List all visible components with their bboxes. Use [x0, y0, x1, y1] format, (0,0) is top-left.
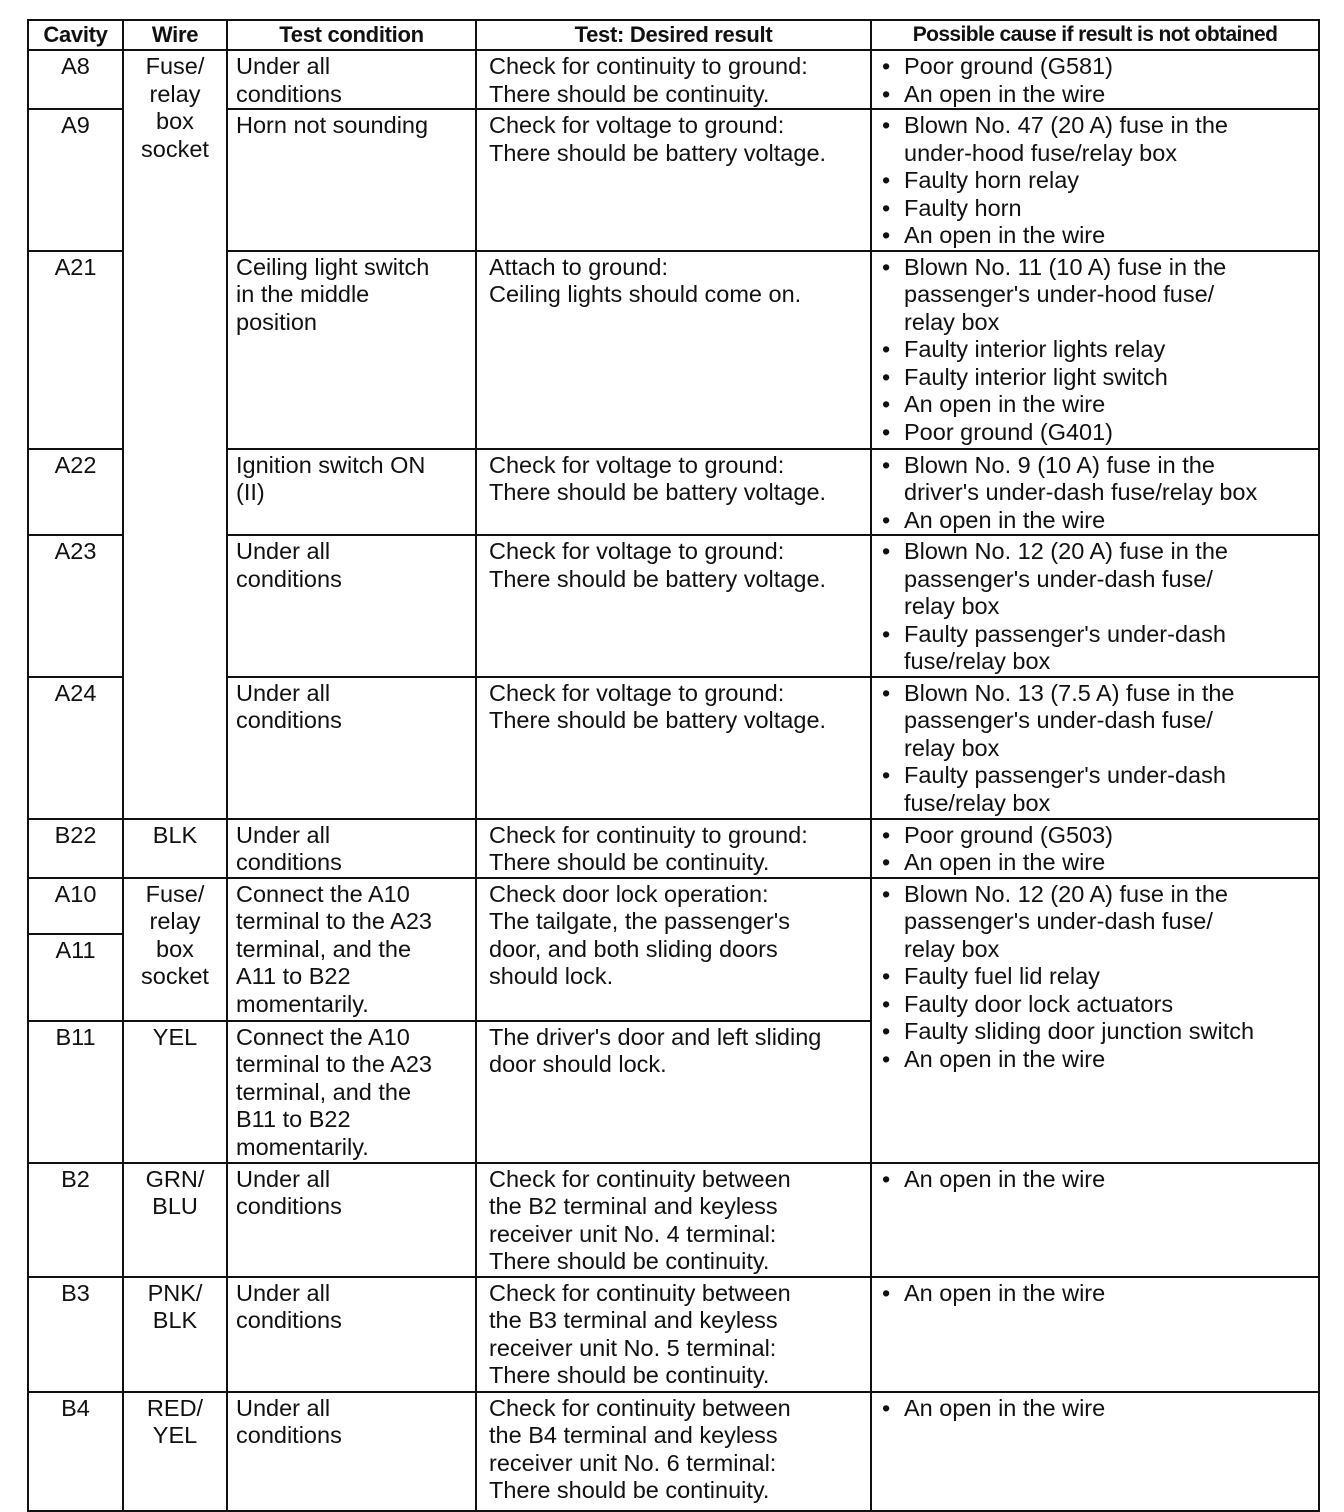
cause-cell: [871, 1277, 1319, 1392]
cause-text: driver's under-dash fuse/relay box: [904, 479, 1258, 505]
cause-cell: [871, 449, 1319, 536]
cause-cell: [871, 1392, 1319, 1511]
condition-cell: [227, 251, 476, 449]
cause-cell: [871, 878, 1319, 1163]
condition-text: Ceiling light switch: [236, 253, 430, 280]
cause-text: passenger's under-dash fuse/: [904, 707, 1213, 733]
test-table: [27, 19, 1320, 1512]
cause-list-item: [878, 507, 1314, 535]
cause-cell: [871, 1163, 1319, 1277]
result-cell: [476, 109, 871, 251]
result-text: Check for continuity between: [489, 1279, 791, 1306]
cause-text: passenger's under-dash fuse/: [904, 908, 1213, 934]
cavity-label: A11: [55, 936, 96, 963]
cause-text: • An open in the wire: [904, 849, 1106, 875]
result-text: Attach to ground:: [489, 253, 668, 280]
result-text: There should be battery voltage.: [489, 707, 827, 733]
condition-text: in the middle: [236, 281, 370, 307]
condition-text: (II): [236, 479, 265, 505]
cause-list-item: [878, 391, 1314, 419]
cause-text: • An open in the wire: [904, 80, 1106, 107]
table-row: [28, 1392, 1319, 1511]
condition-cell: [227, 1392, 476, 1511]
cause-text: • Blown No. 47 (20 A) fuse in the: [904, 112, 1228, 138]
cause-text: • Faulty interior light switch: [904, 363, 1168, 390]
result-cell: [476, 1392, 871, 1511]
cause-text: relay box: [904, 308, 1000, 335]
result-text: the B4 terminal and keyless: [489, 1422, 778, 1448]
result-text: Check for continuity to ground:: [489, 821, 808, 848]
result-text: There should be battery voltage.: [489, 139, 827, 166]
wire-cell: [123, 878, 227, 1021]
header-wire: Wire: [123, 20, 227, 50]
cause-text: fuse/relay box: [904, 648, 1051, 674]
cause-list-item: [878, 1395, 1314, 1423]
cause-list-item: [878, 364, 1314, 392]
cause-text: • Faulty interior lights relay: [904, 336, 1166, 362]
cause-list-item: [878, 1280, 1314, 1308]
condition-text: conditions: [236, 565, 342, 592]
cause-list-item: [878, 963, 1314, 991]
cause-list-item: [878, 452, 1314, 507]
condition-text: terminal to the A23: [236, 1051, 432, 1077]
cause-list-item: [878, 881, 1314, 964]
condition-text: Under all: [236, 679, 331, 706]
cavity-cell: [28, 535, 123, 677]
condition-text: Under all: [236, 1394, 331, 1421]
table-row: [28, 878, 1319, 934]
cavity-cell: [28, 1277, 123, 1392]
condition-text: momentarily.: [236, 990, 369, 1017]
result-text: the B3 terminal and keyless: [489, 1307, 778, 1333]
wire-cell: [123, 1392, 227, 1511]
result-text: Check for voltage to ground:: [489, 538, 785, 564]
cause-list-item: [878, 419, 1314, 447]
condition-text: conditions: [236, 1307, 342, 1333]
wire-cell: [123, 819, 227, 878]
cause-list-item: [878, 195, 1314, 223]
header-cavity: Cavity: [28, 20, 123, 50]
wire-cell: [123, 1163, 227, 1277]
cavity-label: B2: [61, 1165, 90, 1192]
result-text: the B2 terminal and keyless: [489, 1193, 778, 1219]
condition-text: conditions: [236, 849, 342, 875]
wire-text: socket: [141, 963, 209, 989]
cavity-label: A24: [54, 679, 97, 706]
condition-text: B11 to B22: [236, 1106, 351, 1132]
cause-cell: [871, 50, 1319, 109]
result-text: The driver's door and left sliding: [489, 1023, 822, 1050]
condition-cell: [227, 878, 476, 1021]
cause-text: • An open in the wire: [904, 1045, 1106, 1072]
cause-cell: [871, 109, 1319, 251]
condition-text: conditions: [236, 80, 342, 107]
cavity-label: B3: [61, 1279, 90, 1306]
cause-text: • Blown No. 9 (10 A) fuse in the: [904, 451, 1215, 478]
condition-text: Connect the A10: [236, 1023, 410, 1050]
wire-text: YEL: [152, 1422, 198, 1448]
cause-list-item: [878, 254, 1314, 337]
cause-text: • Faulty door lock actuators: [904, 990, 1174, 1017]
cause-list-item: [878, 167, 1314, 195]
cause-list-item: [878, 538, 1314, 621]
result-text: Ceiling lights should come on.: [489, 281, 802, 307]
header-possible-cause: Possible cause if result is not obtained: [871, 20, 1319, 50]
cause-text: • An open in the wire: [904, 1279, 1106, 1306]
condition-text: Ignition switch ON: [236, 451, 426, 478]
result-cell: [476, 878, 871, 1021]
condition-text: conditions: [236, 1193, 342, 1219]
condition-text: Under all: [236, 53, 331, 79]
cavity-cell: [28, 878, 123, 934]
cause-list-item: [878, 1018, 1314, 1046]
cause-text: • An open in the wire: [904, 1165, 1106, 1192]
cause-text: • Poor ground (G503): [904, 821, 1114, 848]
cavity-cell: [28, 677, 123, 819]
condition-text: terminal, and the: [236, 935, 412, 962]
cause-list-item: [878, 991, 1314, 1019]
result-text: There should be battery voltage.: [489, 565, 827, 592]
cause-list-item: [878, 1166, 1314, 1194]
result-text: Check for voltage to ground:: [489, 451, 785, 478]
condition-cell: [227, 449, 476, 536]
cause-text: • Faulty horn: [904, 194, 1022, 221]
result-cell: [476, 677, 871, 819]
wire-cell: [123, 1277, 227, 1392]
result-text: There should be battery voltage.: [489, 479, 827, 505]
result-text: The tailgate, the passenger's: [489, 908, 791, 934]
wire-text: box: [156, 108, 194, 134]
condition-text: Connect the A10: [236, 880, 410, 907]
cavity-cell: [28, 251, 123, 449]
result-text: Check for voltage to ground:: [489, 679, 785, 706]
cause-list-item: [878, 222, 1314, 250]
result-text: Check for voltage to ground:: [489, 112, 785, 138]
cavity-cell: [28, 934, 123, 1021]
cause-text: relay box: [904, 734, 1000, 761]
result-cell: [476, 251, 871, 449]
result-text: Check for continuity to ground:: [489, 53, 808, 79]
cause-list-item: [878, 112, 1314, 167]
cavity-label: B11: [55, 1023, 96, 1050]
wire-text: relay: [149, 80, 201, 107]
condition-text: Horn not sounding: [236, 112, 429, 138]
cavity-cell: [28, 1021, 123, 1163]
cause-text: • Faulty passenger's under-dash: [904, 762, 1226, 788]
result-cell: [476, 50, 871, 109]
condition-text: Under all: [236, 1165, 331, 1192]
condition-text: Under all: [236, 1279, 331, 1306]
cause-text: • Faulty fuel lid relay: [904, 963, 1100, 989]
cause-text: • Blown No. 12 (20 A) fuse in the: [904, 538, 1228, 564]
wire-cell: [123, 1021, 227, 1163]
cavity-cell: [28, 819, 123, 878]
condition-text: conditions: [236, 707, 342, 733]
header-row: [28, 20, 1319, 50]
condition-text: terminal to the A23: [236, 908, 432, 934]
cavity-label: B22: [54, 821, 97, 848]
condition-cell: [227, 1021, 476, 1163]
cavity-label: A8: [61, 53, 90, 79]
cavity-cell: [28, 1163, 123, 1277]
cause-cell: [871, 535, 1319, 677]
result-text: Check for continuity between: [489, 1165, 791, 1192]
cavity-cell: [28, 50, 123, 109]
cause-text: relay box: [904, 935, 1000, 962]
wire-text: Fuse/: [145, 53, 205, 79]
cavity-label: A21: [54, 253, 97, 280]
result-cell: [476, 819, 871, 878]
result-text: receiver unit No. 6 terminal:: [489, 1449, 777, 1476]
result-cell: [476, 535, 871, 677]
result-text: There should be continuity.: [489, 1477, 770, 1503]
cause-text: • An open in the wire: [904, 391, 1106, 417]
cause-list-item: [878, 680, 1314, 763]
condition-cell: [227, 1277, 476, 1392]
table-row: [28, 50, 1319, 109]
wire-text: YEL: [152, 1023, 198, 1050]
table-row: [28, 819, 1319, 878]
cause-text: passenger's under-hood fuse/: [904, 281, 1215, 307]
cause-list-item: [878, 822, 1314, 850]
cause-list-item: [878, 53, 1314, 81]
cause-text: relay box: [904, 593, 1000, 619]
result-text: door should lock.: [489, 1051, 667, 1077]
condition-text: Under all: [236, 538, 331, 564]
result-cell: [476, 449, 871, 536]
cause-text: • Faulty passenger's under-dash: [904, 620, 1226, 647]
condition-text: terminal, and the: [236, 1078, 412, 1105]
condition-cell: [227, 819, 476, 878]
result-text: Check for continuity between: [489, 1394, 791, 1421]
condition-text: position: [236, 308, 317, 335]
cause-text: • An open in the wire: [904, 1394, 1106, 1421]
condition-cell: [227, 50, 476, 109]
cause-cell: [871, 677, 1319, 819]
cause-text: • Blown No. 13 (7.5 A) fuse in the: [904, 679, 1235, 706]
wire-text: BLK: [152, 821, 198, 848]
cause-text: • Faulty sliding door junction switch: [904, 1018, 1255, 1044]
result-text: receiver unit No. 4 terminal:: [489, 1220, 777, 1247]
cause-text: under-hood fuse/relay box: [904, 139, 1178, 166]
cavity-cell: [28, 109, 123, 251]
wire-text: RED/: [146, 1394, 204, 1421]
wire-text: BLU: [152, 1193, 198, 1219]
cause-list-item: [878, 621, 1314, 676]
cause-cell: [871, 251, 1319, 449]
cause-text: • Poor ground (G401): [904, 418, 1114, 445]
result-text: There should be continuity.: [489, 849, 770, 875]
header-test-condition: Test condition: [227, 20, 476, 50]
cause-text: • Poor ground (G581): [904, 53, 1114, 79]
cavity-cell: [28, 1392, 123, 1511]
cause-list-item: [878, 1046, 1314, 1074]
cause-text: • Faulty horn relay: [904, 167, 1080, 193]
cause-text: • Blown No. 11 (10 A) fuse in the: [904, 253, 1227, 280]
cavity-cell: [28, 449, 123, 536]
table-row: [28, 1277, 1319, 1392]
header-desired-result: Test: Desired result: [476, 20, 871, 50]
wire-text: GRN/: [145, 1165, 205, 1192]
cause-text: • Blown No. 12 (20 A) fuse in the: [904, 880, 1228, 907]
condition-text: momentarily.: [236, 1133, 369, 1160]
cause-text: • An open in the wire: [904, 506, 1106, 533]
cause-list-item: [878, 762, 1314, 817]
result-text: receiver unit No. 5 terminal:: [489, 1334, 777, 1361]
wire-text: PNK/: [147, 1279, 203, 1306]
cause-list-item: [878, 336, 1314, 364]
cavity-label: A22: [54, 451, 97, 478]
wire-text: box: [156, 935, 194, 962]
wire-text: socket: [141, 135, 209, 162]
condition-cell: [227, 109, 476, 251]
result-text: Check door lock operation:: [489, 880, 769, 907]
condition-text: Under all: [236, 821, 331, 848]
wire-cell: [123, 50, 227, 819]
condition-cell: [227, 677, 476, 819]
wire-text: relay: [149, 908, 201, 934]
result-text: There should be continuity.: [489, 80, 770, 107]
cavity-label: A9: [61, 112, 90, 138]
table-row: [28, 1163, 1319, 1277]
result-cell: [476, 1277, 871, 1392]
cavity-label: B4: [61, 1394, 90, 1421]
result-text: should lock.: [489, 963, 614, 989]
wire-text: Fuse/: [145, 880, 205, 907]
cause-list-item: [878, 81, 1314, 109]
condition-cell: [227, 535, 476, 677]
cause-list-item: [878, 849, 1314, 877]
condition-text: A11 to B22: [236, 963, 351, 989]
result-cell: [476, 1021, 871, 1163]
cause-text: fuse/relay box: [904, 789, 1051, 816]
result-cell: [476, 1163, 871, 1277]
condition-cell: [227, 1163, 476, 1277]
cavity-label: A10: [54, 880, 97, 907]
cause-cell: [871, 819, 1319, 878]
cause-text: passenger's under-dash fuse/: [904, 565, 1213, 592]
result-text: door, and both sliding doors: [489, 935, 778, 962]
result-text: There should be continuity.: [489, 1362, 770, 1388]
cavity-label: A23: [54, 538, 97, 564]
condition-text: conditions: [236, 1422, 342, 1448]
cause-text: • An open in the wire: [904, 222, 1106, 248]
result-text: There should be continuity.: [489, 1248, 770, 1274]
wire-text: BLK: [152, 1307, 198, 1333]
